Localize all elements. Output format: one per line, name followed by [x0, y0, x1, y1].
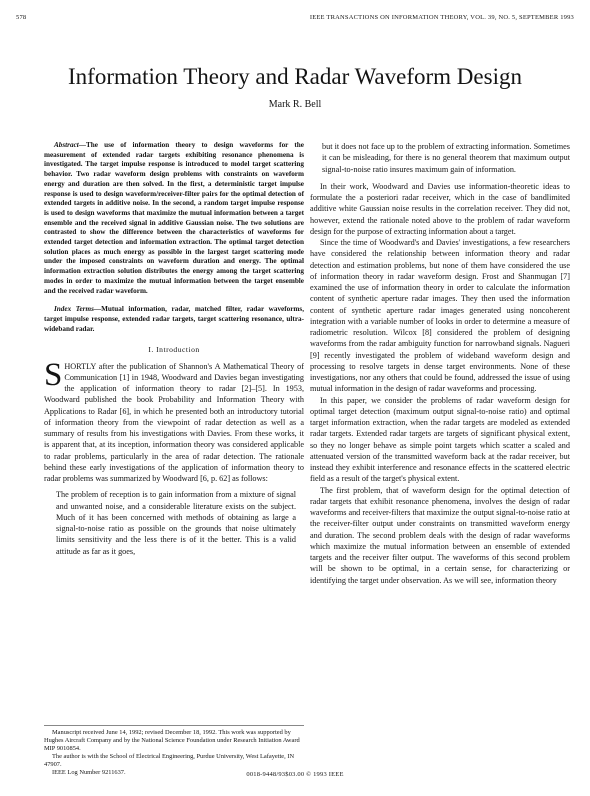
journal-header: IEEE TRANSACTIONS ON INFORMATION THEORY, VOL. 39, NO. 5, SEPTEMBER 1993 [309, 14, 574, 21]
abstract-text: The use of information theory to design waveforms for the measurement of extended radar targets exhibiting resonance phenomena is investigated. The target impulse response is introduced to model target scattering behavior. Two radar waveform design problems with constraints on waveform energy and duration are then solved. In the first, a deterministic target impulse response is used to design waveform/receiver-filter pairs for the optimal detection of extended targets in additive noise. In the second, a random target impulse response is used to design waveforms that maximize the mutual information between a target ensemble and the received signal in additive Gaussian noise. The two solutions are contrasted to show the difference between the characteristics of waveforms for extended target detection and information extraction. The optimal target detection solution places as much energy as possible in the largest target scattering mode under the imposed constraints on waveform duration and energy. The optimal information extraction solution distributes the energy among the target scattering modes in order to maximize the mutual information between the target ensemble and the received radar waveform. [44, 141, 304, 295]
paper-title: Information Theory and Radar Waveform Design [68, 64, 522, 89]
block-quote-part-1: The problem of reception is to gain information from a mixture of signal and unwanted noise, and a considerable literature exists on the subject. Much of it has been concerned with methods of obtaining as large a signal-to-noise ratio as possible on the grounds that noise ultimately limits sensitivity and the less there is of it the better. This is a valid attitude as far as it goes, [56, 490, 296, 556]
index-terms-label: Index Terms— [54, 305, 102, 314]
section-heading: I. Introduction [148, 345, 200, 355]
index-terms-text: Mutual information, radar, matched filter, radar waveforms, target impulse response, extended radar targets, target scattering resonance, ultra-wideband radar. [44, 305, 305, 333]
page-number: 578 [16, 14, 27, 21]
left-column [44, 141, 304, 562]
index-terms [44, 305, 304, 334]
footnote-line: The author is with the School of Electrical Engineering, Purdue University, West Lafayette, IN 47907. [44, 753, 295, 768]
footnote-line: IEEE Log Number 9211637. [52, 769, 126, 776]
footnote [44, 725, 304, 777]
intro-paragraph-5: The first problem, that of waveform design for the optimal detection of radar targets that exhibit resonance phenomena, involves the design of radar waveforms and receiver-filters that maximize the output signal-to-noise ratio at the receiver-filter output under constraints on transmitted waveform energy and duration. The second problem deals with the design of radar waveforms which maximize the mutual information between an ensemble of extended targets and the receiver filter output. The waveforms of this second problem will be shown to be optimal, in a certain sense, for characterizing or identifying the target under observation. As we will see, information theory [310, 485, 570, 585]
intro-paragraph-2: In their work, Woodward and Davies use information-theoretic ideas to formulate the a posteriori radar receiver, which in the case of bandlimited additive white Gaussian noise results in the correlation receiver. They did not, however, extend the rationale noted above to the problem of radar waveform design for the purpose of extracting information about a target. [310, 181, 570, 236]
footnote-line: Manuscript received June 14, 1992; revised December 18, 1992. This work was supported by Hughes Aircraft Company and by the National Science Foundation under Research Initiation Award MIP 9010854. [44, 729, 300, 752]
intro-paragraph-4: In this paper, we consider the problems of radar waveform design for optimal target detection (maximum output signal-to-noise ratio) and optimal target information extraction, when the radar targets are modeled as extended radar targets. Extended radar targets are targets of significant physical extent, so they no longer behave as simple point targets which scatter a scaled and attenuated version of the transmitted waveform back at the radar receiver, but instead they exhibit interference and resonance effects in the scattered electric field as a result of the target's physical extent. [310, 395, 570, 484]
drop-cap: S [44, 356, 63, 393]
right-column [310, 141, 570, 586]
block-quote-part-2: but it does not face up to the problem of extracting information. Sometimes it can be misleading, for there is no general theorem that maximum output signal-to-noise ratio insures maximum gain of information. [322, 142, 570, 174]
abstract [44, 141, 304, 296]
intro-paragraph-3: Since the time of Woodward's and Davies' investigations, a few researchers have considered the relationship between information theory and radar detection and estimation problems, but none of them have considered the use of information theory in radar waveform design. Frost and Shanmugan [7] examined the use of information theory in order to calculate the information content of synthetic aperture radar images. They then used the information content of synthetic aperture radar images generated using noncoherent integration with a variable number of looks in order to determine a measure of radiometric resolution. Wilcox [8] considered the problem of designing waveforms from the radar ambiguity function for narrowband signals. Nagueri [9] recently investigated the problem of wideband waveform design and processing to resolve targets in dense target environments. None of these investigations, nor any others that could be found, addressed the issue of using mutual information in the design of radar waveforms and processing. [310, 238, 570, 394]
copyright-footer: 0018-9448/93$03.00 © 1993 IEEE [246, 771, 344, 778]
abstract-label: Abstract— [54, 141, 86, 149]
running-header [16, 14, 574, 26]
intro-paragraph-1 [44, 356, 304, 485]
author-name: Mark R. Bell [268, 99, 322, 110]
intro-paragraph-1-text: HORTLY after the publication of Shannon's A Mathematical Theory of Communication [1] in 1948, Woodward and Davies began investigating the application of information theory to radar [2]–[5]. In 1953, Woodward published the book Probability and Information Theory with Applications to Radar [6], in which he presented both an introductory tutorial of information theory from the viewpoint of radar detection as well as a summary of results from his investigations with Davies. From these works, it is apparent that, at its inception, information theory was considered applicable to radar problems, particularly in the area of radar detection. The rationale behind these early investigations of the application of information theory to radar problems was summarized by Woodward [6, p. 62] as follows: [44, 361, 304, 484]
